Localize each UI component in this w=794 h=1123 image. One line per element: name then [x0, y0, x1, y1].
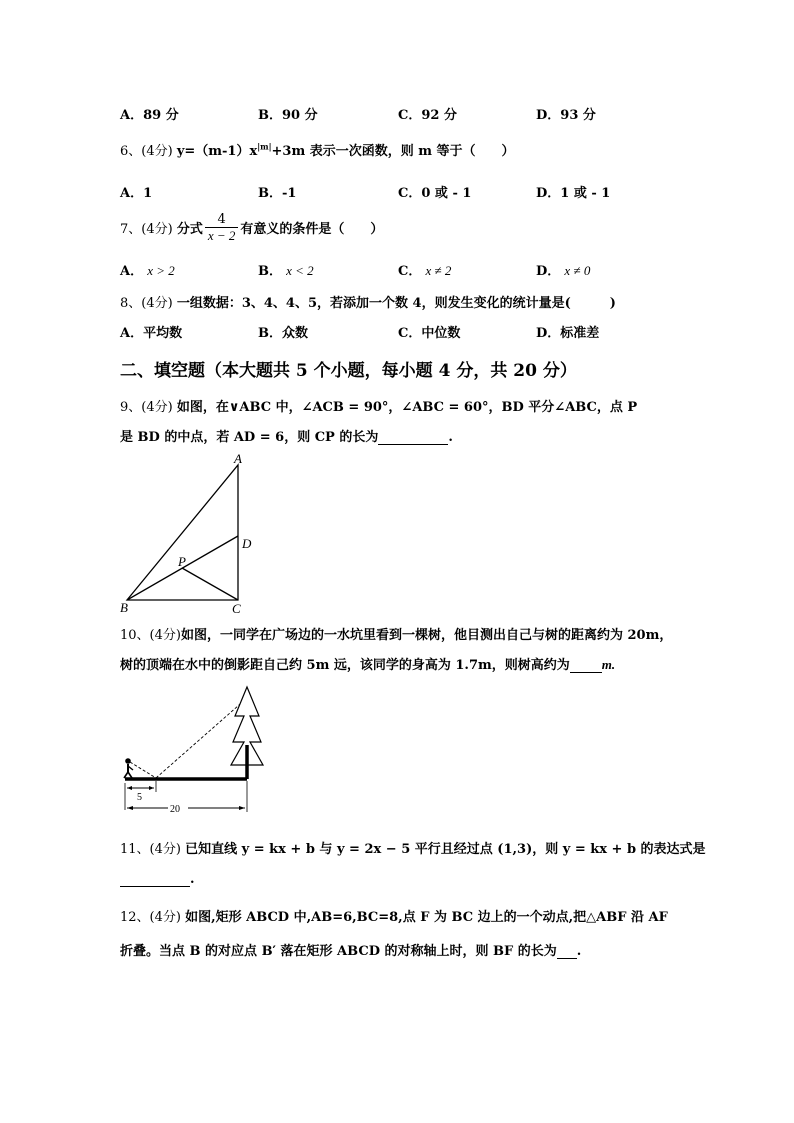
q8-option-a: A．平均数: [120, 326, 183, 341]
q6-exponent: |m|: [257, 141, 272, 152]
q11-answer-blank[interactable]: [120, 872, 190, 887]
q12-answer-blank[interactable]: [557, 944, 577, 959]
q9-label-b: B: [120, 600, 128, 615]
q7-denominator: x − 2: [207, 228, 236, 243]
q6-option-b: B．-1: [258, 186, 297, 201]
q6-number: 6、(4分): [120, 144, 177, 159]
q7-number: 7、(4分): [120, 222, 177, 237]
q9-triangle-figure: [110, 450, 270, 620]
q6-option-a: A．1: [120, 186, 153, 201]
question-6: [120, 140, 515, 159]
q9-triangle-abc: [127, 465, 238, 600]
q11-text-1: 已知直线 y = kx + b 与 y = 2x − 5 平行且经过点 (1,3)，则 y = kx + b 的表达式是: [185, 842, 706, 857]
q9-label-p: P: [178, 554, 186, 569]
q8-option-b: B．众数: [258, 326, 308, 341]
q7-fraction: [205, 212, 239, 243]
question-8: [120, 292, 616, 311]
q12-text-1: 如图,矩形 ABCD 中,AB=6,BC=8,点 F 为 BC 边上的一个动点,把△ABF 沿 AF: [185, 910, 668, 925]
q6-option-c: C．0 或 - 1: [398, 186, 472, 201]
question-12-line-1: [120, 906, 668, 925]
q7-option-a: A． x > 2: [120, 263, 175, 279]
q10-person-icon: [124, 758, 133, 778]
q6-option-d: D．1 或 - 1: [536, 186, 611, 201]
question-11-line-1: [120, 838, 706, 857]
q7-option-b: B． x < 2: [258, 263, 314, 279]
question-9-line-2: 是 BD 的中点，若 AD = 6，则 CP 的长为 .: [120, 430, 453, 445]
q6-text-a: y=（m-1）x: [176, 144, 258, 159]
q8-text: 一组数据：3、4、4、5，若添加一个数 4，则发生变化的统计量是( ): [176, 296, 616, 311]
q7-option-a-math: x > 2: [147, 263, 175, 278]
q9-segment-pc: [182, 568, 238, 600]
q9-answer-blank[interactable]: [378, 430, 448, 445]
q8-number: 8、(4分): [120, 296, 177, 311]
q9-label-a: A: [234, 451, 242, 466]
section-2-title: 二、填空题（本大题共 5 个小题，每小题 4 分，共 20 分）: [120, 361, 577, 381]
question-10-line-1: [120, 624, 672, 643]
q7-numerator: 4: [205, 212, 239, 228]
q7-tail: 有意义的条件是（ ）: [240, 222, 384, 237]
q10-number: 10、(4分): [120, 628, 181, 643]
q9-number: 9、(4分): [120, 400, 177, 415]
q10-label-5: 5: [137, 792, 142, 803]
q5-option-b: B．90 分: [258, 108, 318, 123]
q9-label-c: C: [232, 601, 241, 616]
q10-text-1: 如图，一同学在广场边的一水坑里看到一棵树，他目测出自己与树的距离约为 20m，: [180, 628, 673, 643]
q10-label-20: 20: [170, 804, 180, 815]
q5-option-c: C．92 分: [398, 108, 457, 123]
q10-eye-line: [130, 762, 156, 778]
question-9-line-1: [120, 396, 637, 415]
q10-tree-figure: [116, 682, 276, 818]
question-12-line-2: 折叠。当点 B 的对应点 B′ 落在矩形 ABCD 的对称轴上时，则 BF 的长为 .: [120, 944, 582, 959]
q7-option-d: D． x ≠ 0: [536, 263, 591, 279]
q9-text-2: 是 BD 的中点，若 AD = 6，则 CP 的长为: [120, 430, 379, 445]
q8-option-d: D．标准差: [536, 326, 600, 341]
q9-text-1: 如图，在∨ABC 中，∠ACB = 90°，∠ABC = 60°，BD 平分∠ABC，点 P: [176, 400, 638, 415]
q7-option-c: C． x ≠ 2: [398, 263, 452, 279]
q11-number: 11、(4分): [120, 842, 186, 857]
q5-option-a: A．89 分: [120, 108, 179, 123]
q12-number: 12、(4分): [120, 910, 186, 925]
q8-option-c: C．中位数: [398, 326, 461, 341]
q10-text-2: 树的顶端在水中的倒影距自己约 5m 远，该同学的身高为 1.7m，则树高约为: [120, 658, 570, 673]
q12-text-2: 折叠。当点 B 的对应点 B′ 落在矩形 ABCD 的对称轴上时，则 BF 的长为: [120, 944, 557, 959]
q6-text-b: +3m 表示一次函数，则 m 等于（ ）: [271, 144, 515, 159]
question-7: [120, 212, 383, 243]
q5-option-d: D．93 分: [536, 108, 596, 123]
q10-answer-blank[interactable]: [570, 658, 602, 673]
question-11-line-2: .: [120, 872, 195, 887]
q7-option-b-math: x < 2: [286, 263, 314, 278]
q10-sight-line: [156, 698, 247, 778]
q7-lead: 分式: [176, 222, 203, 237]
q7-option-c-math: x ≠ 2: [425, 263, 452, 278]
q9-label-d: D: [242, 536, 252, 551]
q7-option-d-math: x ≠ 0: [564, 263, 591, 278]
question-10-line-2: 树的顶端在水中的倒影距自己约 5m 远，该同学的身高为 1.7m，则树高约为 m.: [120, 657, 616, 673]
